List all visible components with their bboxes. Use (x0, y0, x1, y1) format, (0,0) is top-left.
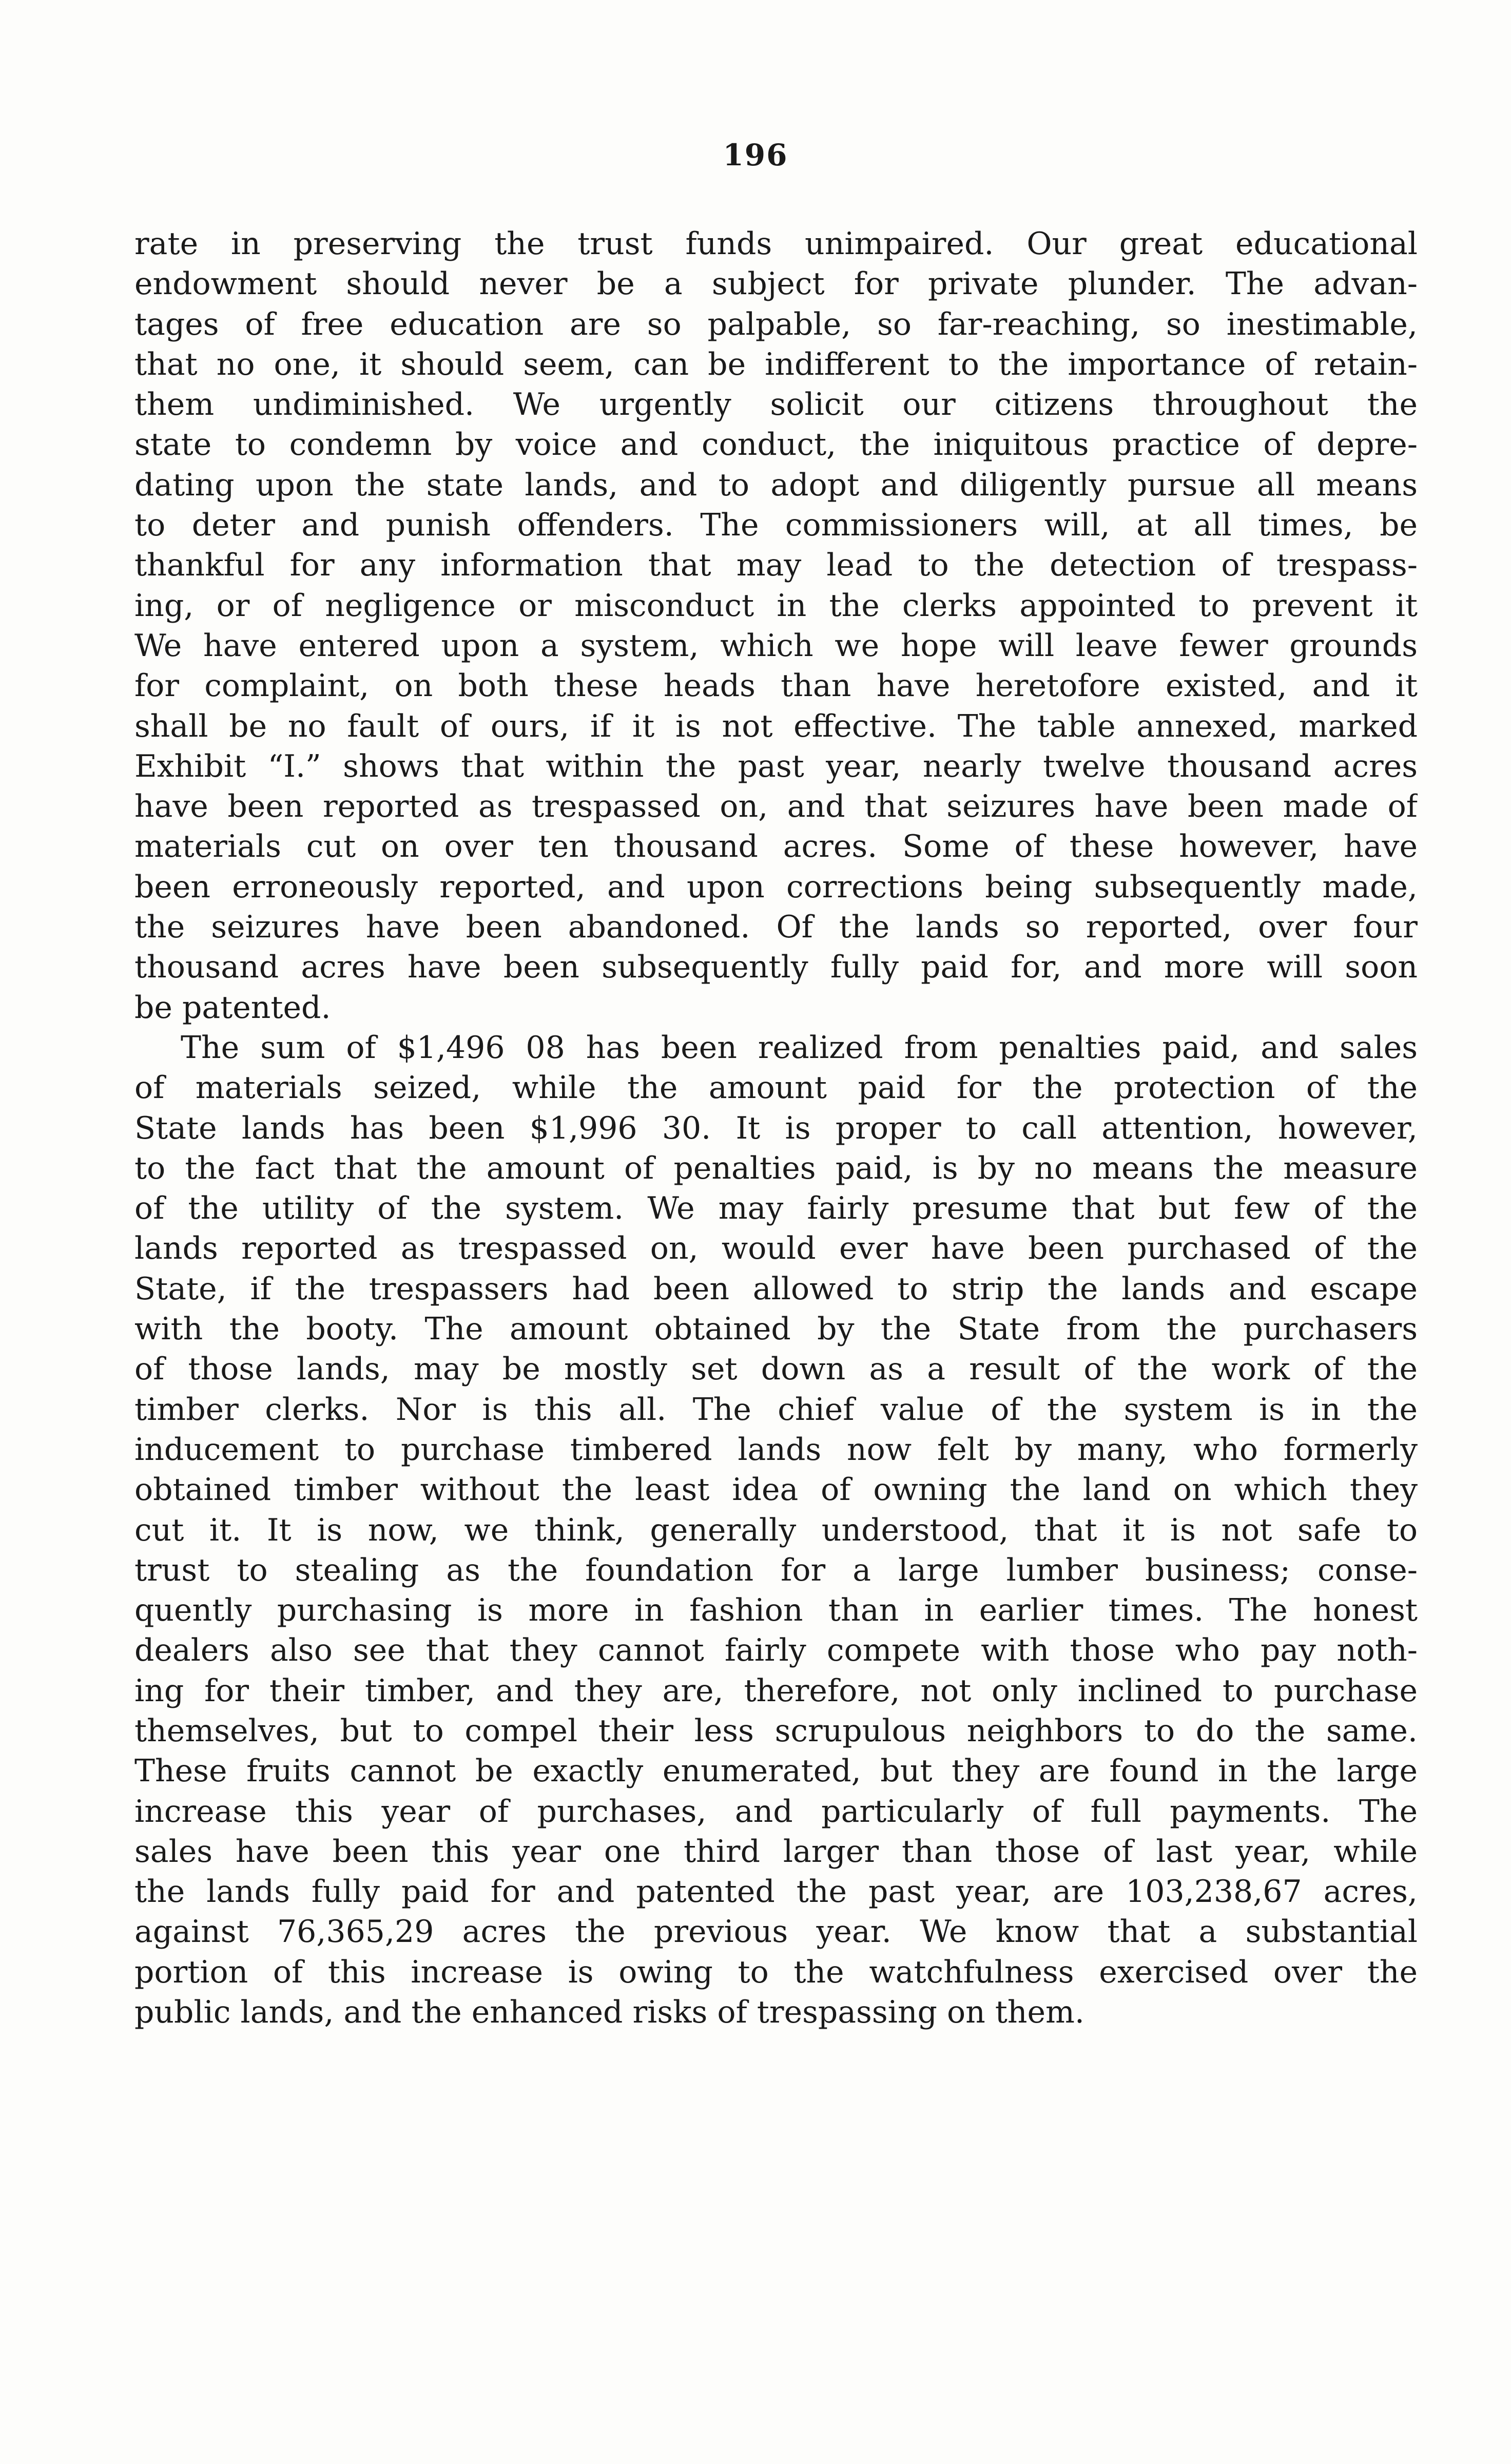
text-line: dealers also see that they cannot fairly compete with those who pay noth- (134, 1632, 1418, 1669)
text-line: have been reported as trespassed on, and that seizures have been made of (134, 788, 1418, 825)
text-line: portion of this increase is owing to the watchfulness exercised over the (134, 1954, 1418, 1990)
text-line: Exhibit “I.” shows that within the past year, nearly twelve thousand acres (134, 748, 1418, 784)
text-line: thousand acres have been subsequently fully paid for, and more will soon (134, 949, 1418, 986)
text-line: quently purchasing is more in fashion than in earlier times. The honest (134, 1592, 1418, 1629)
text-line: against 76,365,29 acres the previous year. We know that a substantial (134, 1914, 1418, 1950)
text-line: These fruits cannot be exactly enumerated, but they are found in the large (134, 1753, 1418, 1789)
text-line: shall be no fault of ours, if it is not effective. The table annexed, marked (134, 708, 1418, 744)
text-line: thankful for any information that may lead to the detection of trespass- (134, 547, 1418, 584)
text-line: with the booty. The amount obtained by the State from the purchasers (134, 1311, 1418, 1348)
text-line: State lands has been $1,996 30. It is proper to call attention, however, (134, 1110, 1418, 1146)
text-line: of materials seized, while the amount paid for the protection of the (134, 1070, 1418, 1106)
paragraph-1 (134, 224, 1418, 1028)
text-line: to deter and punish offenders. The commissioners will, at all times, be (134, 507, 1418, 544)
text-line: been erroneously reported, and upon corrections being subsequently made, (134, 869, 1418, 905)
text-line: timber clerks. Nor is this all. The chief value of the system is in the (134, 1391, 1418, 1428)
text-line: cut it. It is now, we think, generally understood, that it is not safe to (134, 1512, 1418, 1548)
text-line: state to condemn by voice and conduct, the iniquitous practice of depre- (134, 427, 1418, 463)
text-line: We have entered upon a system, which we hope will leave fewer grounds (134, 627, 1418, 664)
text-line: endowment should never be a subject for private plunder. The advan- (134, 266, 1418, 302)
body-text (134, 224, 1418, 2032)
page-number: 196 (723, 138, 788, 172)
text-line: materials cut on over ten thousand acres. Some of these however, have (134, 829, 1418, 865)
text-line: trust to stealing as the foundation for a large lumber business; conse- (134, 1552, 1418, 1588)
text-line: of the utility of the system. We may fairly presume that but few of the (134, 1190, 1418, 1227)
text-line: increase this year of purchases, and particularly of full payments. The (134, 1793, 1418, 1830)
text-line: the lands fully paid for and patented the past year, are 103,238,67 acres, (134, 1874, 1418, 1910)
text-line: inducement to purchase timbered lands now felt by many, who formerly (134, 1431, 1418, 1468)
text-line: tages of free education are so palpable, so far-reaching, so inestimable, (134, 306, 1418, 342)
text-line: lands reported as trespassed on, would ever have been purchased of the (134, 1230, 1418, 1267)
text-line: themselves, but to compel their less scrupulous neighbors to do the same. (134, 1712, 1418, 1749)
text-line: to the fact that the amount of penalties paid, is by no means the measure (134, 1150, 1418, 1186)
text-line: the seizures have been abandoned. Of the lands so reported, over four (134, 909, 1418, 946)
text-line: ing for their timber, and they are, therefore, not only inclined to purchase (134, 1672, 1418, 1709)
text-line: The sum of $1,496 08 has been realized from penalties paid, and sales (181, 1029, 1418, 1066)
text-line: rate in preserving the trust funds unimpaired. Our great educational (134, 226, 1418, 262)
text-line: State, if the trespassers had been allowed to strip the lands and escape (134, 1270, 1418, 1307)
text-line: sales have been this year one third larger than those of last year, while (134, 1833, 1418, 1870)
text-line: dating upon the state lands, and to adopt and diligently pursue all means (134, 467, 1418, 503)
text-line: public lands, and the enhanced risks of trespassing on them. (134, 1994, 1085, 2031)
text-line: obtained timber without the least idea of owning the land on which they (134, 1472, 1418, 1508)
text-line: them undiminished. We urgently solicit our citizens throughout the (134, 387, 1418, 423)
text-line: for complaint, on both these heads than have heretofore existed, and it (134, 668, 1418, 704)
text-line: ing, or of negligence or misconduct in the clerks appointed to prevent it (134, 587, 1418, 624)
paragraph-2 (134, 1028, 1418, 2032)
text-line: of those lands, may be mostly set down as a result of the work of the (134, 1351, 1418, 1388)
text-line: that no one, it should seem, can be indifferent to the importance of retain- (134, 346, 1418, 382)
text-line: be patented. (134, 989, 331, 1026)
